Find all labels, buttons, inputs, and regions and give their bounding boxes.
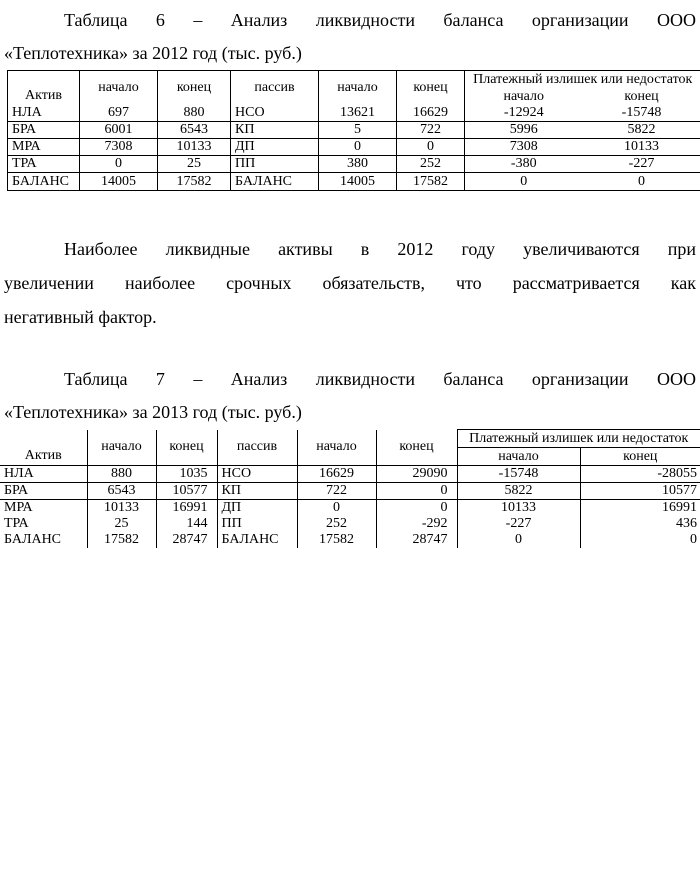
table7-caption — [0, 363, 700, 429]
header-surplus-group: Платежный излишек или недостаток — [465, 71, 700, 89]
cell-liability-begin: 13621 — [319, 105, 397, 122]
header-end: конец — [158, 71, 231, 106]
header-end: конец — [397, 71, 465, 106]
paragraph-line3: негативный фактор. — [4, 300, 696, 334]
cell-asset-begin: 880 — [87, 466, 156, 483]
table-row-balance — [8, 173, 700, 191]
cell-liability-begin: 17582 — [297, 532, 376, 548]
table6-caption-line2: «Теплотехника» за 2012 год (тыс. руб.) — [4, 37, 696, 70]
cell-asset-end: 10577 — [156, 483, 217, 500]
cell-asset-begin: 10133 — [87, 500, 156, 517]
cell-surplus-begin: 0 — [457, 532, 580, 548]
table-row — [0, 466, 700, 483]
table6-caption — [0, 4, 700, 70]
table6-header-row — [8, 71, 700, 89]
cell-surplus-begin: -227 — [457, 516, 580, 532]
table-row — [8, 122, 700, 139]
cell-liability-end: 16629 — [397, 105, 465, 122]
cell-liability-begin: 0 — [319, 139, 397, 156]
cell-asset-end: 880 — [158, 105, 231, 122]
header-liability: пассив — [231, 71, 319, 106]
header-surplus-begin: начало — [457, 448, 580, 466]
cell-asset-begin: 14005 — [80, 173, 158, 191]
cell-surplus-begin: -380 — [465, 156, 583, 173]
cell-liability: КП — [217, 483, 297, 500]
cell-surplus-end: 10133 — [583, 139, 700, 156]
table-row — [8, 105, 700, 122]
cell-asset: НЛА — [0, 466, 87, 483]
cell-asset-begin: 697 — [80, 105, 158, 122]
header-begin: начало — [87, 430, 156, 466]
cell-surplus-begin: 5822 — [457, 483, 580, 500]
table-row — [0, 483, 700, 500]
cell-liability: НСО — [217, 466, 297, 483]
cell-asset: БАЛАНС — [8, 173, 80, 191]
cell-asset-begin: 17582 — [87, 532, 156, 548]
cell-asset-end: 144 — [156, 516, 217, 532]
cell-asset-end: 1035 — [156, 466, 217, 483]
cell-asset-end: 25 — [158, 156, 231, 173]
cell-liability: ПП — [231, 156, 319, 173]
cell-liability: ДП — [231, 139, 319, 156]
table-row — [0, 516, 700, 532]
table7-caption-line2: «Теплотехника» за 2013 год (тыс. руб.) — [4, 396, 696, 429]
cell-liability: НСО — [231, 105, 319, 122]
table7-header-row — [0, 430, 700, 448]
cell-liability-begin: 722 — [297, 483, 376, 500]
cell-asset-end: 28747 — [156, 532, 217, 548]
header-end: конец — [156, 430, 217, 466]
table-row — [8, 139, 700, 156]
cell-asset: БРА — [8, 122, 80, 139]
cell-asset: БАЛАНС — [0, 532, 87, 548]
cell-surplus-begin: -12924 — [465, 105, 583, 122]
header-surplus-begin: начало — [465, 88, 583, 105]
header-asset: Актив — [0, 430, 87, 466]
header-surplus-group: Платежный излишек или недостаток — [457, 430, 700, 448]
header-begin: начало — [80, 71, 158, 106]
cell-liability: БАЛАНС — [217, 532, 297, 548]
header-begin: начало — [319, 71, 397, 106]
table-row — [0, 500, 700, 517]
cell-asset-begin: 6001 — [80, 122, 158, 139]
cell-asset: МРА — [8, 139, 80, 156]
header-end: конец — [376, 430, 457, 466]
cell-liability-begin: 0 — [297, 500, 376, 517]
table7-liquidity-2013 — [0, 429, 700, 548]
cell-asset-end: 16991 — [156, 500, 217, 517]
cell-liability: БАЛАНС — [231, 173, 319, 191]
analysis-paragraph — [0, 232, 700, 334]
cell-asset-begin: 0 — [80, 156, 158, 173]
cell-asset-end: 10133 — [158, 139, 231, 156]
cell-liability-end: -292 — [376, 516, 457, 532]
cell-asset-end: 6543 — [158, 122, 231, 139]
cell-liability: КП — [231, 122, 319, 139]
table6-caption-line1: Таблица 6 – Анализ ликвидности баланса организации ООО — [4, 4, 696, 37]
cell-surplus-end: 10577 — [580, 483, 700, 500]
cell-surplus-begin: 0 — [465, 173, 583, 191]
cell-asset-begin: 6543 — [87, 483, 156, 500]
cell-surplus-begin: -15748 — [457, 466, 580, 483]
cell-surplus-begin: 10133 — [457, 500, 580, 517]
cell-asset: БРА — [0, 483, 87, 500]
header-surplus-end: конец — [583, 88, 700, 105]
cell-liability-end: 0 — [397, 139, 465, 156]
cell-surplus-begin: 5996 — [465, 122, 583, 139]
header-asset: Актив — [8, 71, 80, 106]
document-page — [0, 4, 700, 871]
cell-surplus-begin: 7308 — [465, 139, 583, 156]
cell-liability-begin: 16629 — [297, 466, 376, 483]
cell-asset: МРА — [0, 500, 87, 517]
cell-liability-end: 0 — [376, 500, 457, 517]
paragraph-line1: Наиболее ликвидные активы в 2012 году увеличиваются при — [4, 232, 696, 266]
cell-asset: ТРА — [0, 516, 87, 532]
paragraph-line2: увеличении наиболее срочных обязательств, что рассматривается как — [4, 266, 696, 300]
cell-surplus-end: -227 — [583, 156, 700, 173]
cell-surplus-end: -15748 — [583, 105, 700, 122]
cell-surplus-end: 0 — [580, 532, 700, 548]
cell-liability-begin: 5 — [319, 122, 397, 139]
cell-surplus-end: 0 — [583, 173, 700, 191]
header-surplus-end: конец — [580, 448, 700, 466]
header-begin: начало — [297, 430, 376, 466]
cell-surplus-end: 16991 — [580, 500, 700, 517]
cell-liability: ДП — [217, 500, 297, 517]
table7-caption-line1: Таблица 7 – Анализ ликвидности баланса организации ООО — [4, 363, 696, 396]
table-row-balance — [0, 532, 700, 548]
cell-liability-begin: 14005 — [319, 173, 397, 191]
cell-liability-end: 17582 — [397, 173, 465, 191]
cell-liability-end: 29090 — [376, 466, 457, 483]
cell-asset: НЛА — [8, 105, 80, 122]
cell-asset: ТРА — [8, 156, 80, 173]
cell-liability-begin: 380 — [319, 156, 397, 173]
table-row — [8, 156, 700, 173]
table6-liquidity-2012 — [7, 70, 700, 191]
cell-liability-end: 252 — [397, 156, 465, 173]
cell-liability-end: 28747 — [376, 532, 457, 548]
cell-liability-end: 722 — [397, 122, 465, 139]
header-liability: пассив — [217, 430, 297, 466]
cell-asset-begin: 7308 — [80, 139, 158, 156]
cell-liability-begin: 252 — [297, 516, 376, 532]
cell-surplus-end: 436 — [580, 516, 700, 532]
cell-asset-begin: 25 — [87, 516, 156, 532]
cell-liability-end: 0 — [376, 483, 457, 500]
cell-surplus-end: 5822 — [583, 122, 700, 139]
cell-asset-end: 17582 — [158, 173, 231, 191]
cell-surplus-end: -28055 — [580, 466, 700, 483]
cell-liability: ПП — [217, 516, 297, 532]
